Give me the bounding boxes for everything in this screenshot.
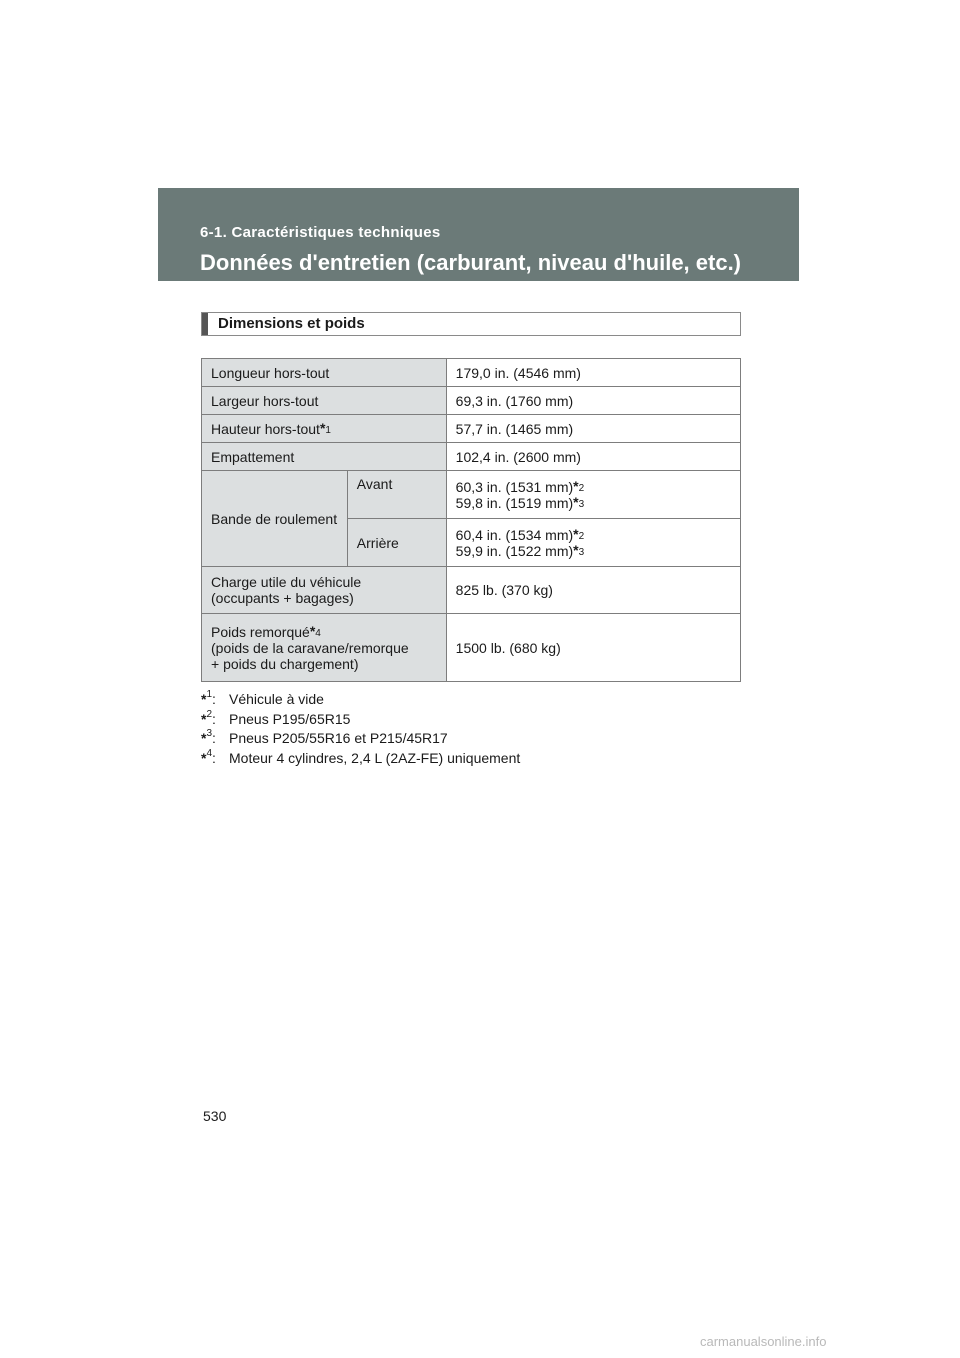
footnote-ref: *1 xyxy=(319,419,331,436)
subsection-title: Dimensions et poids xyxy=(218,315,365,332)
front-label: Avant xyxy=(347,471,446,519)
footnote-ref: *3 xyxy=(573,541,585,558)
watermark: carmanualsonline.info xyxy=(700,1334,827,1349)
table-row xyxy=(202,614,741,682)
row-value: 1500 lb. (680 kg) xyxy=(446,614,740,682)
footnote-ref: *4 xyxy=(309,622,321,639)
row-value: 102,4 in. (2600 mm) xyxy=(446,443,740,471)
page-heading: Données d'entretien (carburant, niveau d'huile, etc.) xyxy=(200,250,742,275)
table-row xyxy=(202,567,741,614)
front-values: 60,3 in. (1531 mm)$^{*2}$ 59,8 in. (1519 mm)$^{*3}$ xyxy=(446,471,740,519)
row-value: 179,0 in. (4546 mm) xyxy=(446,359,740,387)
row-label xyxy=(202,415,447,443)
row-value: 69,3 in. (1760 mm) xyxy=(446,387,740,415)
footnote-ref: *2 xyxy=(573,477,585,494)
footnote-ref: *3 xyxy=(573,493,585,510)
tread-label: Bande de roulement xyxy=(202,471,348,567)
row-value: 57,7 in. (1465 mm) xyxy=(446,415,740,443)
row-label: Largeur hors-tout xyxy=(202,387,447,415)
row-value: 825 lb. (370 kg) xyxy=(446,567,740,614)
footnote: *$^2$: Pneus P195/65R15 xyxy=(201,708,351,727)
table-row xyxy=(202,471,741,519)
rear-values: 60,4 in. (1534 mm)$^{*2}$ 59,9 in. (1522 mm)$^{*3}$ xyxy=(446,519,740,567)
footnote: *$^1$: Véhicule à vide xyxy=(201,689,324,707)
row-label: Charge utile du véhicule (occupants + bagages) xyxy=(202,567,447,614)
table-row xyxy=(202,359,741,387)
footnote: *$^4$: Moteur 4 cylindres, 2,4 L (2AZ-FE) uniquement xyxy=(201,747,521,766)
table-row xyxy=(202,415,741,443)
section-label: 6-1. Caractéristiques techniques xyxy=(200,224,441,241)
footnote: *$^3$: Pneus P205/55R16 et P215/45R17 xyxy=(201,728,448,746)
page-number: 530 xyxy=(203,1108,227,1124)
row-label: Longueur hors-tout xyxy=(202,359,447,387)
footnote-ref: *2 xyxy=(573,525,585,542)
table-row xyxy=(202,443,741,471)
table-row xyxy=(202,387,741,415)
row-label: Empattement xyxy=(202,443,447,471)
row-label: Poids remorqué$^{*4}$ (poids de la caravane/remorque + poids du chargement) xyxy=(202,614,447,682)
subsection-bar xyxy=(202,313,208,335)
subsection-heading xyxy=(201,312,741,336)
dimensions-table xyxy=(201,358,741,682)
height-label: Hauteur hors-tout xyxy=(211,420,320,437)
rear-label: Arrière xyxy=(347,519,446,567)
footnotes xyxy=(201,690,520,768)
